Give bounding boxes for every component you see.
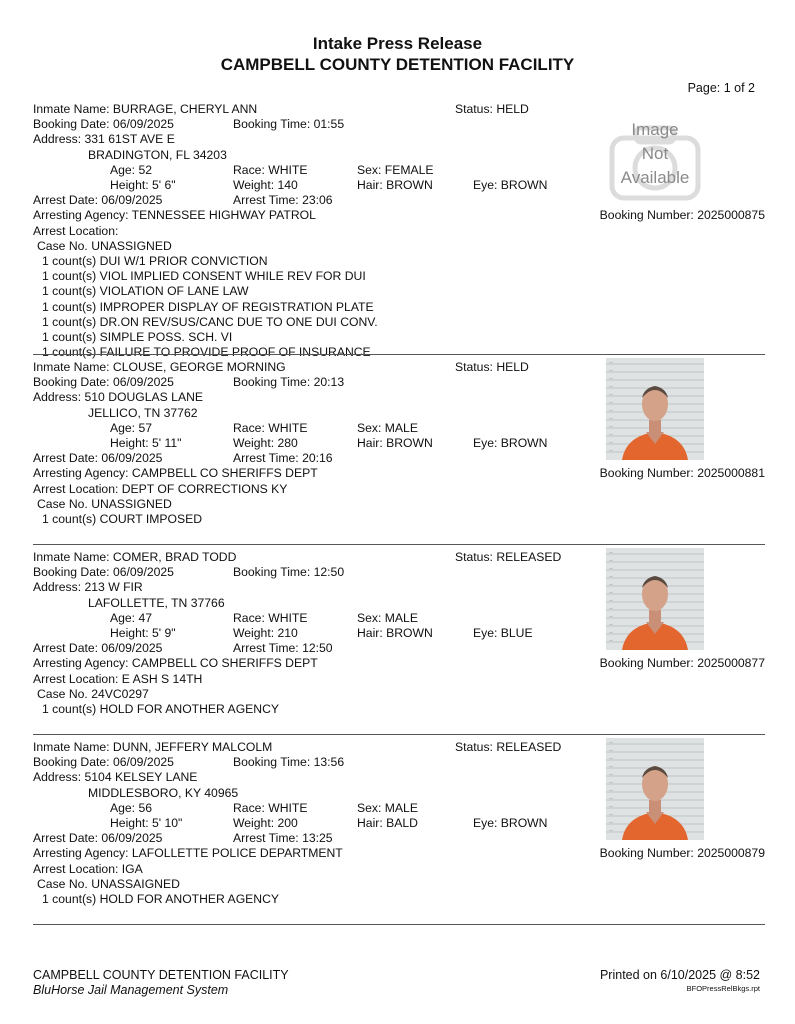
mugshot-photo — [606, 738, 704, 840]
case-number: Case No. UNASSIGNED — [37, 238, 172, 253]
eye: Eye: BROWN — [473, 178, 548, 192]
svg-text:—: — — [609, 811, 613, 816]
hair: Hair: BROWN — [357, 626, 433, 640]
svg-text:—: — — [609, 573, 613, 578]
svg-text:—: — — [609, 549, 613, 554]
charge-item: 1 count(s) FAILURE TO PROVIDE PROOF OF INSURANCE — [42, 345, 371, 360]
address-line1: Address: 331 61ST AVE E — [33, 132, 175, 147]
svg-text:—: — — [609, 763, 613, 768]
address-line2: JELLICO, TN 37762 — [88, 405, 198, 420]
charge-item: 1 count(s) DR.ON REV/SUS/CANC DUE TO ONE DUI CONV. — [42, 314, 378, 329]
charge-item: 1 count(s) DUI W/1 PRIOR CONVICTION — [42, 254, 268, 268]
eye: Eye: BLUE — [473, 626, 533, 640]
svg-text:—: — — [609, 819, 613, 824]
booking-time: Booking Time: 20:13 — [233, 375, 345, 390]
race: Race: WHITE — [233, 162, 308, 177]
charge-item: 1 count(s) VIOLATION OF LANE LAW — [42, 284, 249, 299]
arrest-time: Arrest Time: 12:50 — [233, 641, 333, 656]
record-divider — [33, 734, 765, 735]
page-number: Page: 1 of 2 — [687, 81, 755, 95]
weight: Weight: 140 — [233, 178, 298, 192]
inmate-name: Inmate Name: DUNN, JEFFERY MALCOLM — [33, 740, 273, 754]
height: Height: 5' 11" — [110, 436, 182, 450]
svg-text:—: — — [609, 779, 613, 784]
record-divider — [33, 544, 765, 545]
arrest-time: Arrest Time: 13:25 — [233, 831, 333, 846]
svg-text:—: — — [609, 415, 613, 420]
svg-text:—: — — [609, 613, 613, 618]
weight: Weight: 200 — [233, 816, 298, 830]
hair: Hair: BROWN — [357, 178, 433, 192]
height: Height: 5' 9" — [110, 626, 176, 640]
svg-text:—: — — [609, 739, 613, 744]
svg-text:—: — — [609, 787, 613, 792]
svg-text:—: — — [609, 581, 613, 586]
svg-text:—: — — [609, 431, 613, 436]
weight: Weight: 210 — [233, 626, 298, 640]
booking-number: Booking Number: 2025000881 — [599, 466, 765, 481]
booking-time: Booking Time: 13:56 — [233, 755, 345, 770]
arrest-location: Arrest Location: IGA — [33, 861, 143, 876]
weight: Weight: 280 — [233, 436, 298, 450]
sex: Sex: MALE — [357, 610, 418, 625]
status: Status: RELEASED — [455, 550, 562, 564]
booking-number: Booking Number: 2025000879 — [599, 846, 765, 861]
booking-date: Booking Date: 06/09/2025 — [33, 375, 174, 390]
address-line1: Address: 5104 KELSEY LANE — [33, 770, 198, 785]
age: Age: 52 — [110, 162, 153, 177]
arresting-agency: Arresting Agency: LAFOLLETTE POLICE DEPARTMENT — [33, 846, 343, 861]
arresting-agency: Arresting Agency: CAMPBELL CO SHERIFFS DEPT — [33, 466, 318, 481]
address-line2: BRADINGTON, FL 34203 — [88, 147, 227, 162]
age: Age: 56 — [110, 800, 153, 815]
eye: Eye: BROWN — [473, 816, 548, 830]
footer-system: BluHorse Jail Management System — [33, 983, 229, 997]
eye: Eye: BROWN — [473, 436, 548, 450]
address-line1: Address: 213 W FIR — [33, 580, 143, 595]
svg-text:—: — — [609, 557, 613, 562]
arrest-date: Arrest Date: 06/09/2025 — [33, 451, 163, 466]
address-line2: MIDDLESBORO, KY 40965 — [88, 785, 239, 800]
mugshot-photo — [606, 358, 704, 460]
photo-placeholder-text: Image — [631, 120, 679, 139]
svg-text:—: — — [609, 367, 613, 372]
inmate-name: Inmate Name: BURRAGE, CHERYL ANN — [33, 102, 258, 116]
charge-item: 1 count(s) COURT IMPOSED — [42, 512, 203, 526]
svg-text:—: — — [609, 391, 613, 396]
svg-text:—: — — [609, 589, 613, 594]
race: Race: WHITE — [233, 800, 308, 815]
arrest-date: Arrest Date: 06/09/2025 — [33, 641, 163, 656]
booking-date: Booking Date: 06/09/2025 — [33, 755, 174, 770]
status: Status: HELD — [455, 102, 529, 116]
svg-text:—: — — [609, 407, 613, 412]
facility-title: CAMPBELL COUNTY DETENTION FACILITY — [220, 55, 575, 74]
record-divider — [33, 924, 765, 925]
svg-text:—: — — [609, 605, 613, 610]
arrest-date: Arrest Date: 06/09/2025 — [33, 193, 163, 208]
svg-text:—: — — [609, 439, 613, 444]
charge-item: 1 count(s) IMPROPER DISPLAY OF REGISTRATION PLATE — [42, 299, 374, 314]
arrest-date: Arrest Date: 06/09/2025 — [33, 831, 163, 846]
case-number: Case No. 24VC0297 — [37, 686, 149, 701]
svg-text:—: — — [609, 795, 613, 800]
sex: Sex: MALE — [357, 420, 418, 435]
svg-text:—: — — [609, 597, 613, 602]
arresting-agency: Arresting Agency: CAMPBELL CO SHERIFFS DEPT — [33, 656, 318, 671]
footer-printed: Printed on 6/10/2025 @ 8:52 — [599, 968, 760, 982]
booking-time: Booking Time: 01:55 — [233, 117, 345, 132]
case-number: Case No. UNASSAIGNED — [37, 876, 180, 891]
hair: Hair: BROWN — [357, 436, 433, 450]
address-line1: Address: 510 DOUGLAS LANE — [33, 390, 204, 405]
booking-number: Booking Number: 2025000877 — [599, 656, 765, 671]
arrest-location: Arrest Location: DEPT OF CORRECTIONS KY — [33, 481, 288, 496]
case-number: Case No. UNASSIGNED — [37, 496, 172, 511]
svg-text:—: — — [609, 755, 613, 760]
age: Age: 57 — [110, 420, 153, 435]
svg-text:—: — — [609, 423, 613, 428]
mugshot-photo — [606, 548, 704, 650]
charge-item: 1 count(s) HOLD FOR ANOTHER AGENCY — [42, 892, 280, 906]
svg-text:—: — — [609, 375, 613, 380]
age: Age: 47 — [110, 610, 153, 625]
photo-placeholder-text: Not — [641, 144, 669, 163]
status: Status: RELEASED — [455, 740, 562, 754]
inmate-name: Inmate Name: CLOUSE, GEORGE MORNING — [33, 360, 286, 374]
arrest-time: Arrest Time: 23:06 — [233, 193, 333, 208]
arrest-time: Arrest Time: 20:16 — [233, 451, 333, 466]
svg-text:—: — — [609, 621, 613, 626]
svg-text:—: — — [609, 447, 613, 452]
booking-number: Booking Number: 2025000875 — [599, 208, 765, 223]
sex: Sex: MALE — [357, 800, 418, 815]
svg-text:—: — — [609, 771, 613, 776]
address-line2: LAFOLLETTE, TN 37766 — [88, 595, 225, 610]
booking-date: Booking Date: 06/09/2025 — [33, 117, 174, 132]
image-not-available-placeholder — [606, 116, 704, 206]
arrest-location: Arrest Location: E ASH S 14TH — [33, 671, 203, 686]
hair: Hair: BALD — [357, 816, 418, 830]
status: Status: HELD — [455, 360, 529, 374]
height: Height: 5' 10" — [110, 816, 183, 830]
svg-text:—: — — [609, 803, 613, 808]
svg-text:—: — — [609, 747, 613, 752]
svg-text:—: — — [609, 827, 613, 832]
charge-item: 1 count(s) VIOL IMPLIED CONSENT WHILE REV FOR DUI — [42, 269, 366, 284]
race: Race: WHITE — [233, 610, 308, 625]
report-title: Intake Press Release — [312, 34, 483, 53]
race: Race: WHITE — [233, 420, 308, 435]
svg-text:—: — — [609, 637, 613, 642]
svg-text:—: — — [609, 629, 613, 634]
booking-time: Booking Time: 12:50 — [233, 565, 345, 580]
booking-date: Booking Date: 06/09/2025 — [33, 565, 174, 580]
footer-facility: CAMPBELL COUNTY DETENTION FACILITY — [33, 968, 289, 982]
height: Height: 5' 6" — [110, 178, 176, 192]
arresting-agency: Arresting Agency: TENNESSEE HIGHWAY PATROL — [33, 208, 316, 223]
svg-text:—: — — [609, 359, 613, 364]
svg-text:—: — — [609, 565, 613, 570]
arrest-location: Arrest Location: — [33, 223, 119, 238]
footer-report-name: BFOPressRelBkgs.rpt — [686, 984, 760, 993]
charge-item: 1 count(s) SIMPLE POSS. SCH. VI — [42, 330, 233, 344]
svg-text:—: — — [609, 383, 613, 388]
svg-text:—: — — [609, 399, 613, 404]
photo-placeholder-text: Available — [620, 168, 690, 187]
inmate-name: Inmate Name: COMER, BRAD TODD — [33, 550, 237, 564]
record-divider — [33, 354, 765, 355]
charge-item: 1 count(s) HOLD FOR ANOTHER AGENCY — [42, 702, 280, 716]
sex: Sex: FEMALE — [357, 162, 434, 177]
